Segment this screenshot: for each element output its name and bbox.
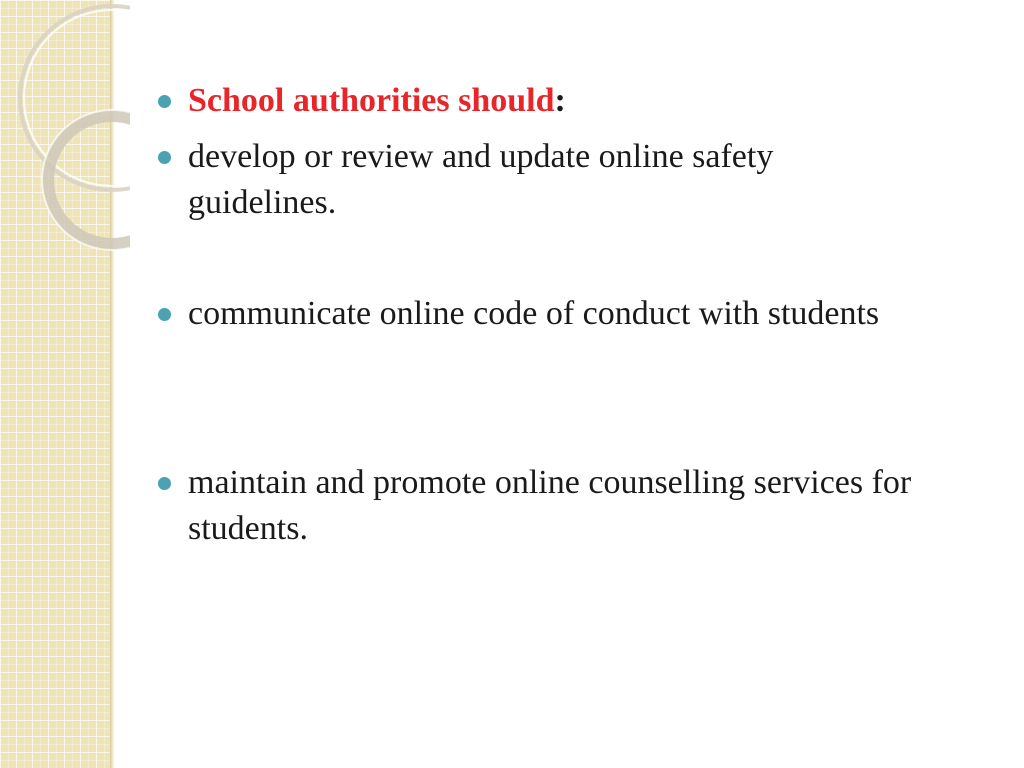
bullet-text: communicate online code of conduct with students <box>188 295 880 332</box>
bullet-heading <box>158 78 918 124</box>
bullet-text: develop or review and update online safety guidelines. <box>188 138 774 221</box>
decorative-ring-upper-highlight <box>24 10 130 186</box>
heading-text: School authorities should <box>188 82 555 119</box>
bullet-dot-icon <box>158 151 171 164</box>
bullet-dot-icon <box>158 477 171 490</box>
heading-colon: : <box>554 82 566 119</box>
bullet-item <box>158 460 918 552</box>
decorative-ring-lower-highlight <box>42 110 130 250</box>
decorative-ring-lower <box>48 116 130 244</box>
decorative-ring-upper <box>20 6 130 190</box>
decorative-rings <box>0 0 130 260</box>
bullet-dot-icon <box>158 95 171 108</box>
bullet-dot-icon <box>158 308 171 321</box>
bullet-text: maintain and promote online counselling services for students. <box>188 464 912 547</box>
bullet-item <box>158 134 918 226</box>
bullet-item <box>158 291 918 337</box>
slide-content <box>158 78 918 552</box>
